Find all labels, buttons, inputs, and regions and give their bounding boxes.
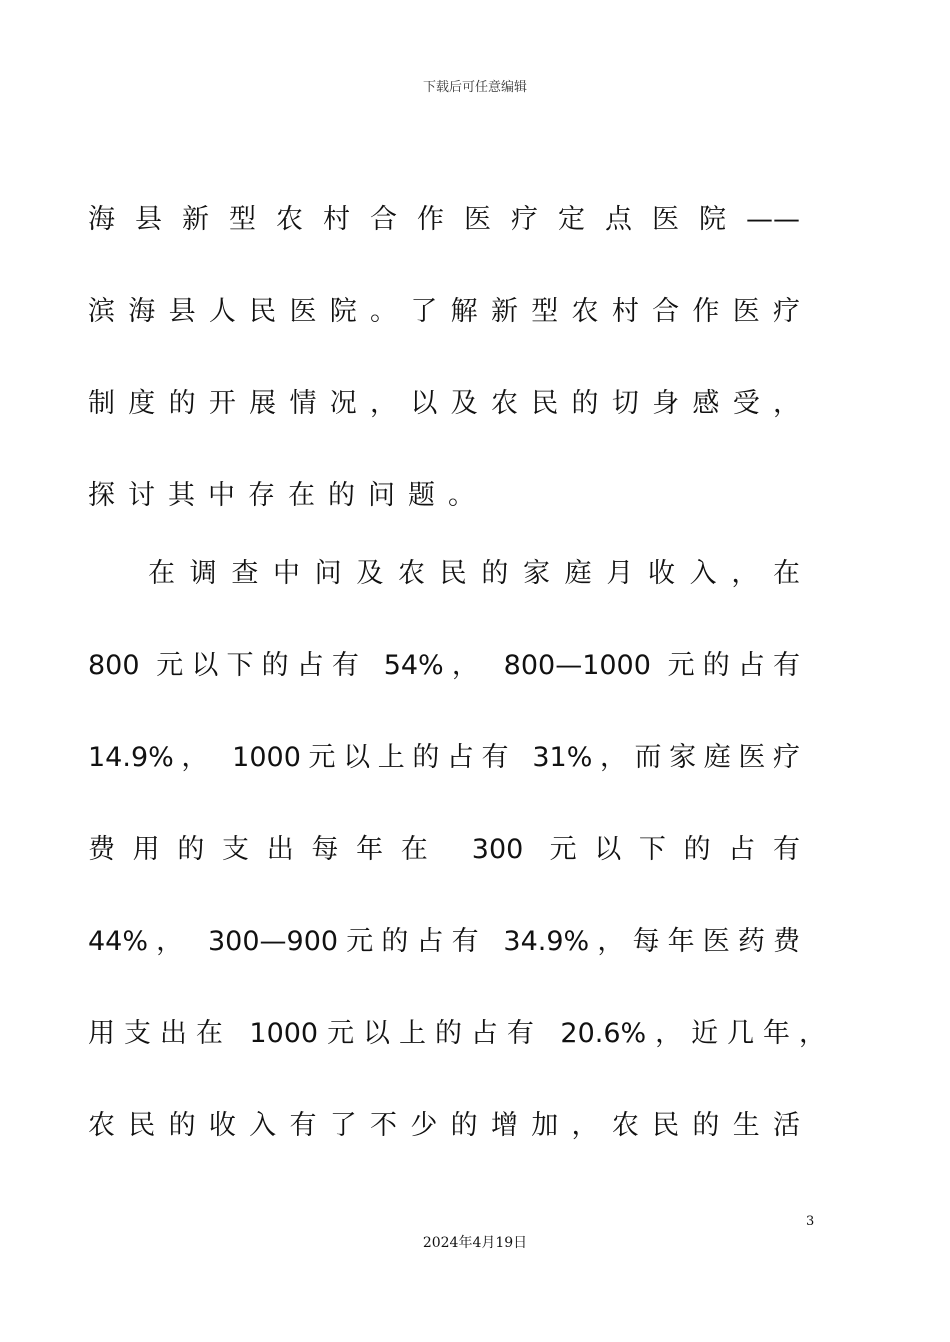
text-line-1: 海县新型农村合作医疗定点医院—— [88, 204, 800, 235]
text-line-3: 制度的开展情况，以及农民的切身感受， [88, 388, 800, 419]
text-line-4: 探讨其中存在的问题。 [88, 480, 488, 511]
text-line-11: 农民的收入有了不少的增加，农民的生活 [88, 1110, 800, 1141]
text-line-7: 14.9%， 1000元以上的占有 31%，而家庭医疗 [88, 742, 800, 773]
text-line-5: 在调查中问及农民的家庭月收入，在 [148, 558, 800, 589]
text-line-10: 用支出在 1000元以上的占有 20.6%，近几年， [88, 1018, 826, 1049]
text-line-9: 44%， 300—900元的占有 34.9%，每年医药费 [88, 926, 800, 957]
text-line-6: 800 元以下的占有 54%， 800—1000 元的占有 [88, 650, 800, 681]
text-line-8: 费用的支出每年在 300 元以下的占有 [88, 834, 800, 865]
page-header: 下载后可任意编辑 [422, 80, 527, 95]
page-footer-date: 2024年4月19日 [422, 1235, 528, 1251]
page-number: 3 [806, 1214, 815, 1229]
text-line-2: 滨海县人民医院。了解新型农村合作医疗 [88, 296, 800, 327]
